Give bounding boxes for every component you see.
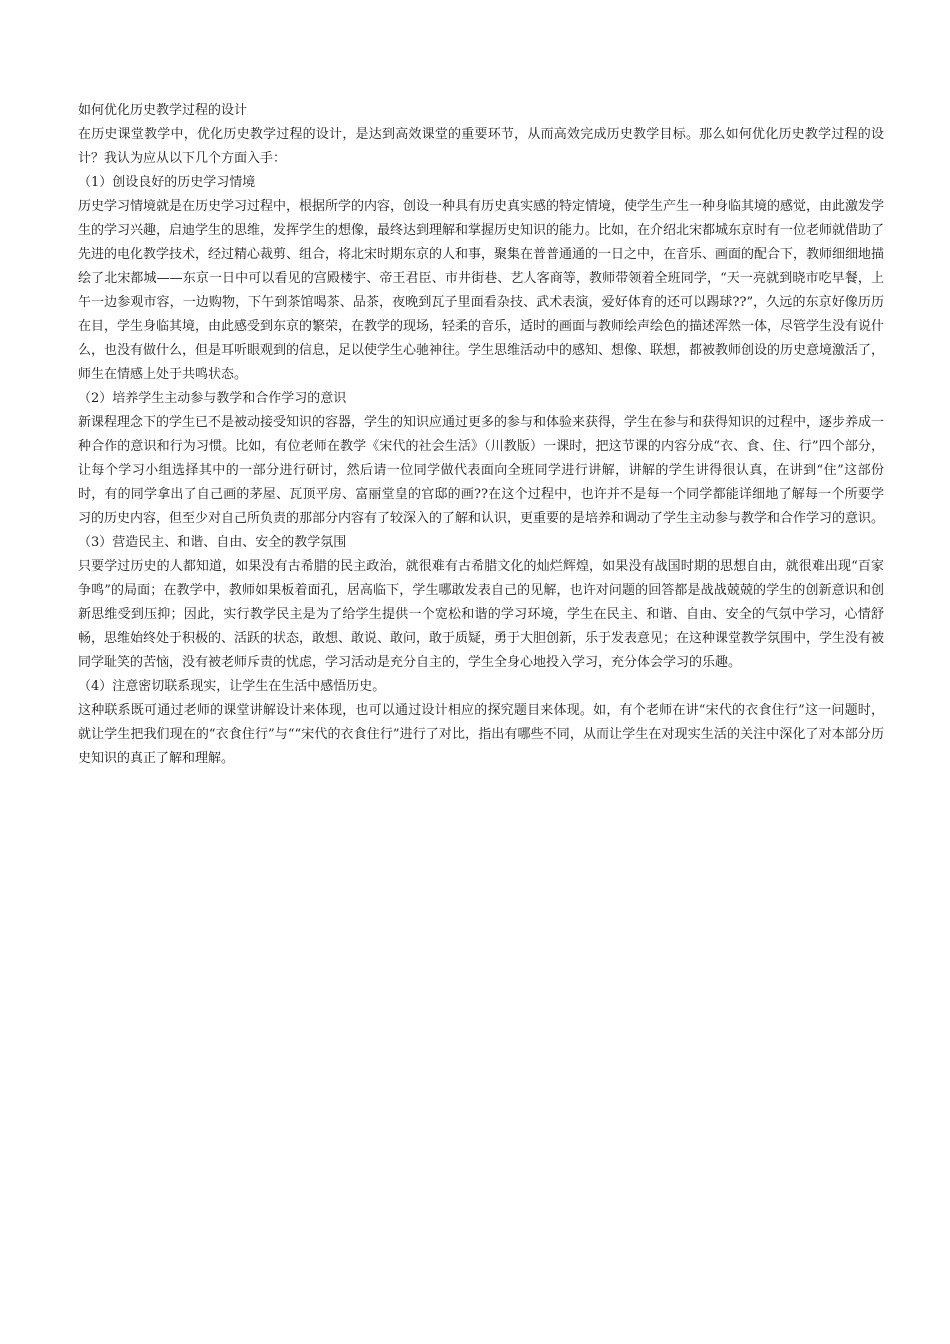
section-4-body: 这种联系既可通过老师的课堂讲解设计来体现，也可以通过设计相应的探究题目来体现。如，有个老师在讲“宋代的衣食住行”这一问题时，就让学生把我们现在的“衣食住行”与““宋代的衣食住行”进行了对比，指出有哪些不同，从而让学生在对现实生活的关注中深化了对本部分历史知识的真正了解和理解。 bbox=[78, 703, 884, 766]
section-2-heading: （2）培养学生主动参与教学和合作学习的意识 bbox=[78, 391, 347, 406]
section-4-heading: （4）注意密切联系现实，让学生在生活中感悟历史。 bbox=[78, 679, 386, 694]
document-title: 如何优化历史教学过程的设计 bbox=[78, 103, 248, 118]
section-1-body: 历史学习情境就是在历史学习过程中，根据所学的内容，创设一种具有历史真实感的特定情境，使学生产生一种身临其境的感觉，由此激发学生的学习兴趣，启迪学生的思维，发挥学生的想像，最终达到理解和掌握历史知识的能力。比如，在介绍北宋都城东京时有一位老师就借助了先进的电化教学技术，经过精心裁剪、组合，将北宋时期东京的人和事，聚集在普普通通的一日之中，在音乐、画面的配合下，教师细细地描绘了北宋都城——东京一日中可以看见的宫殿楼宇、帝王君臣、市井街巷、艺人客商等，教师带领着全班同学，“天一亮就到晓市吃早餐，上午一边参观市容，一边购物，下午到茶馆喝茶、品茶，夜晚到瓦子里面看杂技、武术表演，爱好体育的还可以踢球??”，久远的东京好像历历在目，学生身临其境，由此感受到东京的繁荣，在教学的现场，轻柔的音乐，适时的画面与教师绘声绘色的描述浑然一体，尽管学生没有说什么，也没有做什么，但是耳听眼观到的信息，足以使学生心驰神往。学生思维活动中的感知、想像、联想，都被教师创设的历史意境激活了，师生在情感上处于共鸣状态。 bbox=[78, 199, 885, 382]
document-page bbox=[78, 99, 884, 771]
section-3-heading: （3）营造民主、和谐、自由、安全的教学氛围 bbox=[78, 535, 347, 550]
intro-paragraph: 在历史课堂教学中，优化历史教学过程的设计，是达到高效课堂的重要环节，从而高效完成历史教学目标。那么如何优化历史教学过程的设计？我认为应从以下几个方面入手： bbox=[78, 127, 884, 166]
section-1-heading: （1）创设良好的历史学习情境 bbox=[78, 175, 256, 190]
section-3-body: 只要学过历史的人都知道，如果没有古希腊的民主政治，就很难有古希腊文化的灿烂辉煌，如果没有战国时期的思想自由，就很难出现“百家争鸣”的局面；在教学中，教师如果板着面孔，居高临下，学生哪敢发表自己的见解，也许对问题的回答都是战战兢兢的学生的创新意识和创新思维受到压抑；因此，实行教学民主是为了给学生提供一个宽松和谐的学习环境，学生在民主、和谐、自由、安全的气氛中学习，心情舒畅，思维始终处于积极的、活跃的状态，敢想、敢说、敢问，敢于质疑，勇于大胆创新，乐于发表意见；在这种课堂教学氛围中，学生没有被同学耻笑的苦恼，没有被老师斥责的忧虑，学习活动是充分自主的，学生全身心地投入学习，充分体会学习的乐趣。 bbox=[78, 559, 885, 670]
section-2-body: 新课程理念下的学生已不是被动接受知识的容器，学生的知识应通过更多的参与和体验来获得，学生在参与和获得知识的过程中，逐步养成一种合作的意识和行为习惯。比如，有位老师在教学《宋代的社会生活》（川教版）一课时，把这节课的内容分成“衣、食、住、行”四个部分，让每个学习小组选择其中的一部分进行研讨，然后请一位同学做代表面向全班同学进行讲解，讲解的学生讲得很认真，在讲到“住”这部份时，有的同学拿出了自己画的茅屋、瓦顶平房、富丽堂皇的官邸的画??在这个过程中，也许并不是每一个同学都能详细地了解每一个所要学习的历史内容，但至少对自己所负责的那部分内容有了较深入的了解和认识，更重要的是培养和调动了学生主动参与教学和合作学习的意识。 bbox=[78, 415, 885, 526]
